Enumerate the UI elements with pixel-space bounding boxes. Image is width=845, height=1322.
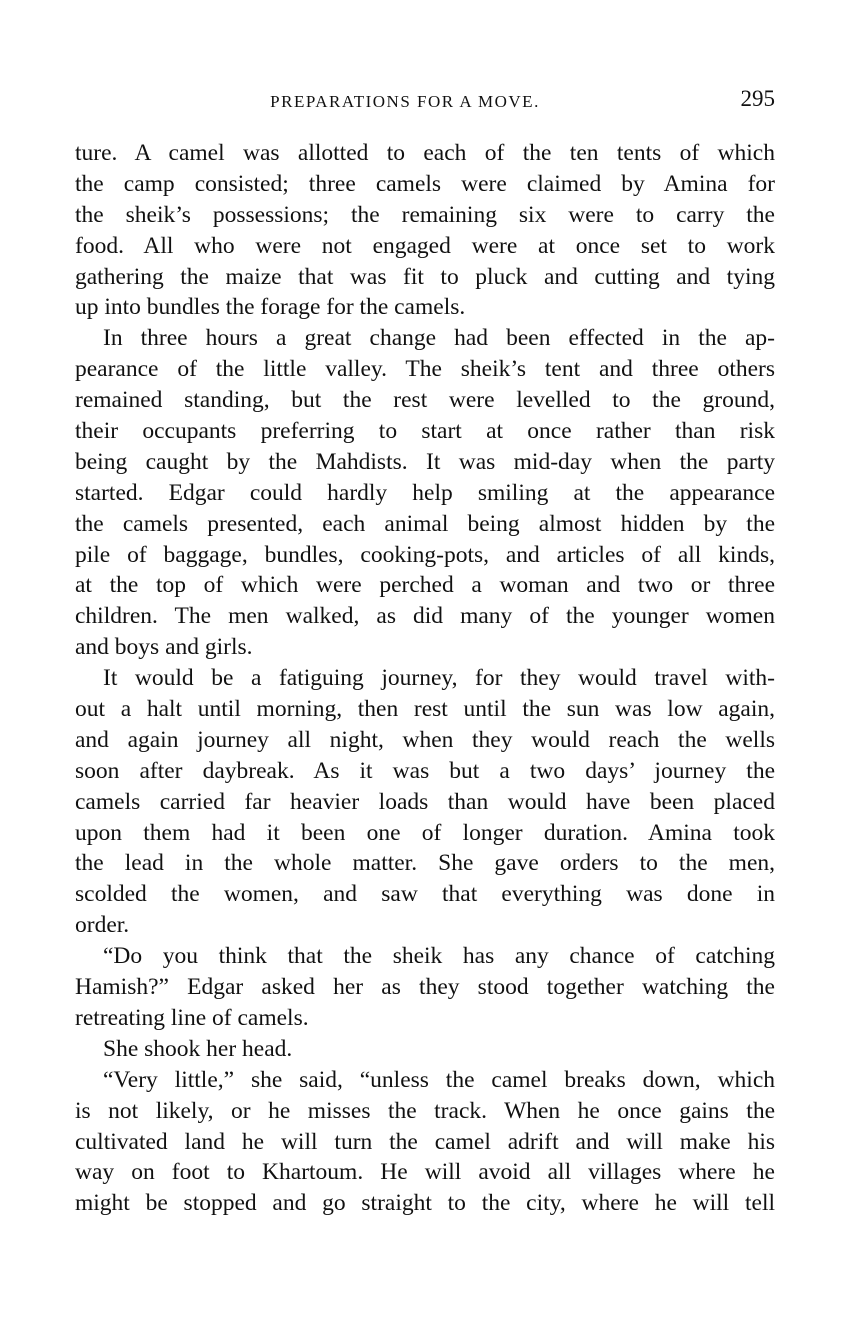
- paragraph: [75, 1065, 775, 1219]
- text-line: pearance of the little valley. The sheik’s tent and three others: [75, 356, 775, 383]
- text-line: out a halt until morning, then rest until the sun was low again,: [75, 696, 775, 723]
- text-line: is not likely, or he misses the track. When he once gains the: [75, 1097, 775, 1124]
- text-line: food. All who were not engaged were at once set to work: [75, 232, 775, 259]
- text-line: their occupants preferring to start at once rather than risk: [75, 418, 775, 445]
- text-line: soon after daybreak. As it was but a two days’ journey the: [75, 757, 775, 784]
- paragraph: [75, 138, 775, 323]
- text-line: up into bundles the forage for the camels.: [75, 294, 466, 321]
- text-line: camels carried far heavier loads than would have been placed: [75, 788, 775, 815]
- text-line: cultivated land he will turn the camel adrift and will make his: [75, 1128, 775, 1155]
- paragraph: [75, 323, 775, 663]
- paragraph: [75, 941, 775, 1034]
- text-line: retreating line of camels.: [75, 1004, 309, 1031]
- body-text: [75, 138, 775, 1219]
- text-line: Hamish?” Edgar asked her as they stood together watching the: [75, 974, 775, 1001]
- text-line: order.: [75, 912, 130, 939]
- text-line: and boys and girls.: [75, 634, 253, 661]
- text-line: “Do you think that the sheik has any chance of catching: [103, 943, 775, 970]
- text-line: way on foot to Khartoum. He will avoid all villages where he: [75, 1159, 775, 1186]
- text-line: pile of baggage, bundles, cooking-pots, and articles of all kinds,: [75, 541, 775, 568]
- page-number: 295: [740, 86, 775, 111]
- text-line: and again journey all night, when they would reach the wells: [75, 726, 775, 753]
- text-line: children. The men walked, as did many of the younger women: [75, 603, 775, 630]
- text-line: the sheik’s possessions; the remaining six were to carry the: [75, 201, 775, 228]
- text-line: She shook her head.: [103, 1035, 293, 1062]
- paragraph: [75, 663, 775, 941]
- text-line: the camp consisted; three camels were claimed by Amina for: [75, 170, 775, 197]
- page-header: [75, 86, 775, 116]
- text-line: might be stopped and go straight to the city, where he will tell: [75, 1190, 775, 1217]
- paragraph: [75, 1034, 775, 1065]
- text-line: scolded the women, and saw that everything was done in: [75, 881, 775, 908]
- text-line: remained standing, but the rest were levelled to the ground,: [75, 387, 775, 414]
- text-line: ture. A camel was allotted to each of the ten tents of which: [75, 140, 775, 166]
- text-line: started. Edgar could hardly help smiling at the appearance: [75, 479, 775, 506]
- text-line: at the top of which were perched a woman and two or three: [75, 572, 775, 599]
- text-line: being caught by the Mahdists. It was mid-day when the party: [75, 448, 775, 475]
- text-line: upon them had it been one of longer duration. Amina took: [75, 819, 775, 846]
- text-line: It would be a fatiguing journey, for they would travel with-: [103, 665, 775, 692]
- text-line: In three hours a great change had been effected in the ap-: [103, 325, 775, 352]
- text-line: the lead in the whole matter. She gave orders to the men,: [75, 850, 775, 877]
- text-line: gathering the maize that was fit to pluck and cutting and tying: [75, 263, 775, 290]
- running-title: PREPARATIONS FOR A MOVE.: [270, 92, 540, 111]
- text-line: “Very little,” she said, “unless the camel breaks down, which: [103, 1066, 775, 1093]
- text-line: the camels presented, each animal being almost hidden by the: [75, 510, 775, 537]
